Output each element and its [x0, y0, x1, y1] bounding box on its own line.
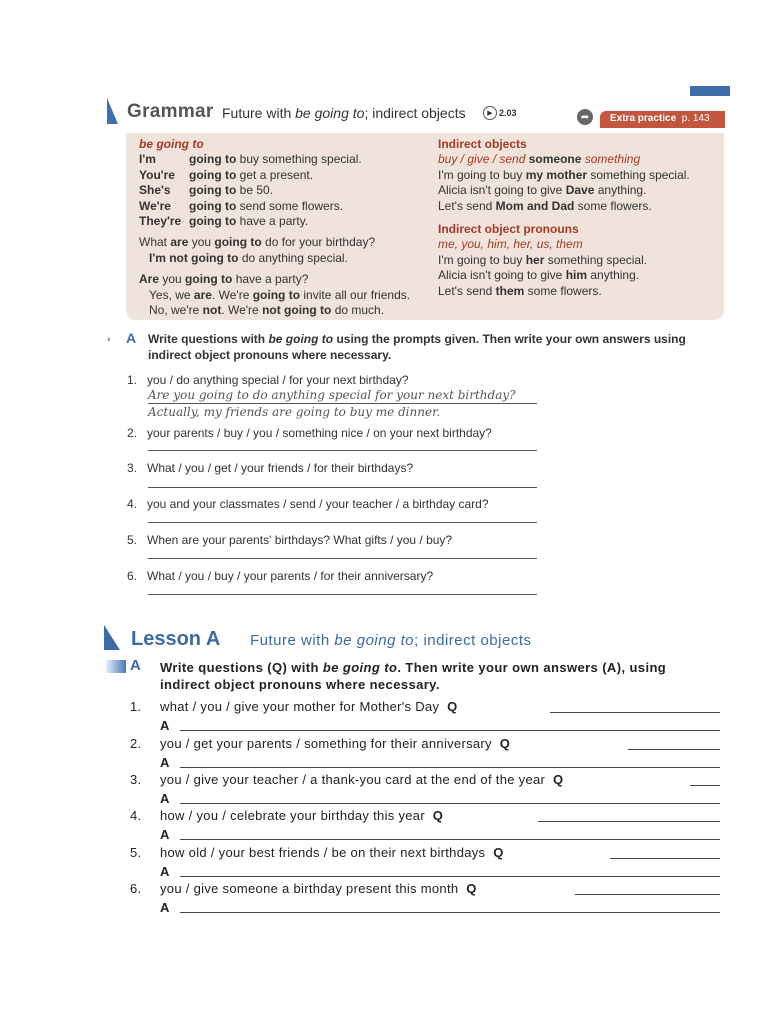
answer-line[interactable]: [180, 803, 720, 804]
grammar-subtitle: Future with be going to; indirect objects: [222, 105, 466, 121]
rest: get a present.: [239, 167, 314, 182]
section-marker: [107, 98, 118, 124]
rest: be 50.: [239, 183, 274, 198]
exercise-b-letter: A: [130, 657, 141, 674]
item-number: 5.: [130, 845, 142, 860]
answer-line[interactable]: [180, 839, 720, 840]
subject: You're: [139, 167, 175, 182]
item-number: 6.: [127, 569, 138, 583]
extra-practice-tab[interactable]: Extra practice p. 143: [600, 111, 725, 128]
answer-line[interactable]: [180, 912, 720, 913]
be-going-to-row: [139, 168, 429, 183]
item-prompt: What / you / get / your friends / for their birthdays?: [147, 461, 414, 475]
grammar-right-column: [438, 137, 723, 299]
item-prompt: you / get your parents / something for their anniversary Q: [160, 736, 511, 751]
item-number: 3.: [127, 461, 138, 475]
item-prompt: what / you / give your mother for Mother's Day Q: [160, 699, 458, 714]
indirect-objects-heading: Indirect objects: [438, 137, 527, 151]
answer-line[interactable]: [148, 594, 537, 595]
exercise-b-item: [130, 881, 720, 917]
item-number: 1.: [127, 373, 138, 387]
item-prompt: you / give someone a birthday present this month Q: [160, 881, 477, 896]
exercise-b-item: [130, 772, 720, 808]
subject: They're: [139, 214, 182, 229]
verb: going to: [189, 214, 237, 229]
audio-track-number: 2.03: [499, 108, 517, 118]
item-number: 2.: [127, 426, 138, 440]
item-prompt: you / do anything special / for your next birthday?: [147, 373, 409, 387]
item-number: 4.: [127, 497, 138, 511]
be-going-to-row: [139, 214, 429, 229]
item-prompt: What / you / buy / your parents / for their anniversary?: [147, 569, 434, 583]
exercise-b-item: [130, 736, 720, 772]
verb: going to: [189, 183, 237, 198]
verb: going to: [189, 152, 237, 167]
indirect-object-example: Alicia isn't going to give Dave anything.: [438, 183, 647, 198]
item-number: 2.: [130, 736, 142, 751]
pronoun-list: me, you, him, her, us, them: [438, 237, 583, 252]
indirect-objects-pattern: buy / give / send someone something: [438, 152, 641, 167]
rest: have a party.: [239, 214, 309, 229]
grammar-box: [126, 133, 724, 320]
subject: She's: [139, 183, 171, 198]
audio-icon: ▶: [483, 106, 497, 120]
question-answer-line[interactable]: [550, 712, 720, 713]
item-prompt: how old / your best friends / be on their next birthdays Q: [160, 845, 504, 860]
item-number: 1.: [130, 699, 142, 714]
answer-line[interactable]: [148, 450, 537, 451]
grammar-answer-no: No, we're not. We're not going to do much.: [149, 303, 385, 318]
example-answer-question: Are you going to do anything special for your next birthday?: [148, 388, 516, 402]
unit-badge: [690, 86, 730, 96]
item-prompt: how / you / celebrate your birthday this year Q: [160, 808, 444, 823]
answer-line[interactable]: [180, 767, 720, 768]
lesson-title: Lesson A: [131, 628, 221, 650]
question-answer-line[interactable]: [610, 858, 720, 859]
item-number: 5.: [127, 533, 138, 547]
item-prompt: you / give your teacher / a thank-you card at the end of the year Q: [160, 772, 564, 787]
answer-label: A: [160, 755, 170, 770]
subject: We're: [139, 198, 171, 213]
be-going-to-heading: be going to: [139, 137, 204, 151]
indirect-object-example: I'm going to buy my mother something special.: [438, 167, 690, 182]
answer-label: A: [160, 827, 170, 842]
item-prompt: you and your classmates / send / your teacher / a birthday card?: [147, 497, 489, 511]
audio-track[interactable]: [483, 106, 517, 120]
exercise-instructions: Write questions with be going to using the prompts given. Then write your own answers using indirect object pronouns where necessary.: [148, 332, 686, 362]
indirect-object-example: Let's send Mom and Dad some flowers.: [438, 198, 652, 213]
be-going-to-table: [139, 152, 429, 229]
lesson-subtitle: Future with be going to; indirect objects: [250, 632, 532, 649]
exercise-letter: A: [126, 330, 137, 346]
answer-line[interactable]: [148, 522, 537, 523]
item-prompt: your parents / buy / you / something nice / on your next birthday?: [147, 426, 492, 440]
answer-line[interactable]: [148, 558, 537, 559]
answer-label: A: [160, 718, 170, 733]
be-going-to-row: [139, 183, 429, 198]
rest: send some flowers.: [239, 198, 344, 213]
answer-line[interactable]: [148, 487, 537, 488]
grammar-answer-1: I'm not going to do anything special.: [149, 250, 348, 265]
question-answer-line[interactable]: [538, 821, 720, 822]
item-prompt: When are your parents' birthdays? What gifts / you / buy?: [147, 533, 453, 547]
pronoun-example: I'm going to buy her something special.: [438, 252, 648, 267]
exercise-b-marker: [106, 660, 126, 673]
be-going-to-row: [139, 152, 429, 167]
item-number: 4.: [130, 808, 142, 823]
grammar-question-1: What are you going to do for your birthday?: [139, 235, 376, 250]
answer-label: A: [160, 900, 170, 915]
unit-header-strip: [590, 86, 740, 96]
subject: I'm: [139, 152, 156, 167]
grammar-left-column: [139, 137, 429, 318]
question-answer-line[interactable]: [628, 749, 720, 750]
be-going-to-row: [139, 199, 429, 214]
grammar-question-2: Are you going to have a party?: [139, 272, 309, 287]
exercise-b-instructions: Write questions (Q) with be going to. Then write your own answers (A), using indirect object pronouns where necessary.: [160, 660, 667, 692]
verb: going to: [189, 198, 237, 213]
answer-line[interactable]: [180, 876, 720, 877]
arrow-icon: ➦: [577, 109, 593, 125]
pronoun-example: Alicia isn't going to give him anything.: [438, 268, 640, 283]
example-answer-response: Actually, my friends are going to buy me dinner.: [148, 405, 441, 419]
answer-line[interactable]: [148, 403, 537, 404]
exercise-b-item: [130, 699, 720, 735]
question-answer-line[interactable]: [575, 894, 720, 895]
verb: going to: [189, 167, 237, 182]
exercise-b-item: [130, 845, 720, 881]
answer-label: A: [160, 791, 170, 806]
question-answer-line[interactable]: [690, 785, 720, 786]
pronouns-heading: Indirect object pronouns: [438, 222, 579, 237]
answer-label: A: [160, 864, 170, 879]
item-number: 3.: [130, 772, 142, 787]
lesson-marker: [104, 625, 120, 650]
grammar-answer-yes: Yes, we are. We're going to invite all our friends.: [149, 287, 411, 302]
rest: buy something special.: [239, 152, 362, 167]
bullet-icon: ◗: [106, 334, 112, 344]
item-number: 6.: [130, 881, 142, 896]
exercise-b-item: [130, 808, 720, 844]
answer-line[interactable]: [180, 730, 720, 731]
grammar-title: Grammar: [127, 101, 214, 122]
pronoun-example: Let's send them some flowers.: [438, 283, 602, 298]
